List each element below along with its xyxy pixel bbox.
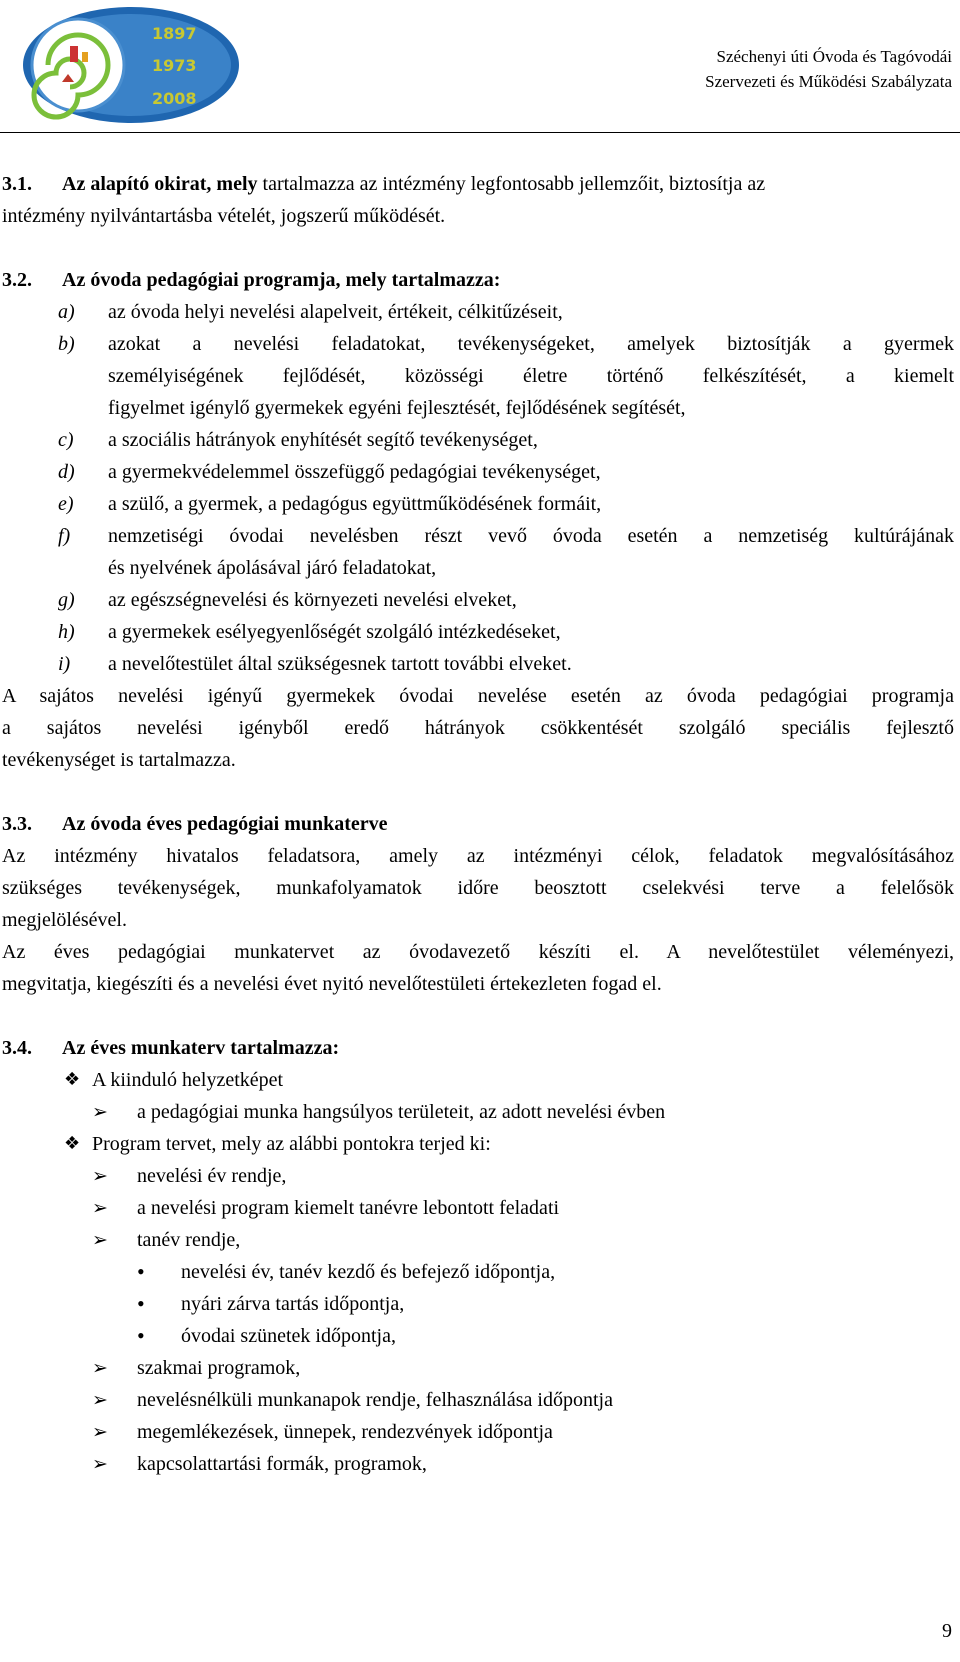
list-item: f) nemzetiségi óvodai nevelésben részt vevő óvoda esetén a nemzetiség kultúrájának [58, 525, 954, 547]
list-item: ❖ A kiinduló helyzetképet [0, 1064, 960, 1096]
list-item: ➢ a nevelési program kiemelt tanévre lebontott feladati [0, 1192, 960, 1224]
section-number: 3.4. [2, 1037, 32, 1059]
kindergarten-logo [20, 4, 242, 126]
section-3-1-text: tartalmazza az intézmény legfontosabb jellemzőit, biztosítja az [257, 173, 766, 195]
list-item: ➢ kapcsolattartási formák, programok, [0, 1448, 960, 1480]
list-item: c) a szociális hátrányok enyhítését segítő tevékenységet, [58, 429, 538, 451]
paragraph-line: A sajátos nevelési igényű gyermekek óvodai nevelése esetén az óvoda pedagógiai programja [2, 685, 954, 707]
logo-year-2: 1973 [152, 56, 197, 75]
list-item: a) az óvoda helyi nevelési alapelveit, értékeit, célkitűzéseit, [58, 301, 563, 323]
section-title: Az óvoda éves pedagógiai munkaterve [62, 813, 388, 835]
page-header [0, 0, 960, 132]
section-title: Az éves munkaterv tartalmazza: [62, 1037, 340, 1059]
header-title [705, 44, 952, 94]
section-number: 3.1. [2, 173, 32, 195]
paragraph-line: megjelölésével. [2, 909, 127, 931]
diamond-bullet-icon: ❖ [64, 1133, 81, 1154]
list-item: ➢ nevelési év rendje, [0, 1160, 960, 1192]
dot-bullet-icon: • [137, 1291, 145, 1316]
header-divider [0, 132, 960, 133]
arrow-bullet-icon: ➢ [92, 1197, 108, 1219]
dot-bullet-icon: • [137, 1259, 145, 1284]
list-item: d) a gyermekvédelemmel összefüggő pedagógiai tevékenységet, [58, 461, 601, 483]
logo-year-3: 2008 [152, 89, 197, 108]
section-number: 3.2. [2, 269, 32, 291]
list-item: g) az egészségnevelési és környezeti nevelési elveket, [58, 589, 517, 611]
header-title-line1: Széchenyi úti Óvoda és Tagóvodái [716, 47, 952, 66]
paragraph-line: Az éves pedagógiai munkatervet az óvodavezető készíti el. A nevelőtestület véleményezi, [2, 941, 954, 963]
list-item: ➢ megemlékezések, ünnepek, rendezvények időpontja [0, 1416, 960, 1448]
paragraph-line: megvitatja, kiegészíti és a nevelési évet nyitó nevelőtestületi értekezleten fogad el. [2, 973, 662, 995]
list-item: • óvodai szünetek időpontja, [0, 1320, 960, 1352]
list-item: ❖ Program tervet, mely az alábbi pontokra terjed ki: [0, 1128, 960, 1160]
arrow-bullet-icon: ➢ [92, 1165, 108, 1187]
list-item: ➢ nevelésnélküli munkanapok rendje, felhasználása időpontja [0, 1384, 960, 1416]
paragraph-line: tevékenységet is tartalmazza. [2, 749, 236, 771]
dot-bullet-icon: • [137, 1323, 145, 1348]
section-3-1-line2: intézmény nyilvántartásba vételét, jogszerű működését. [2, 205, 446, 227]
page-number: 9 [942, 1620, 952, 1642]
list-item: e) a szülő, a gyermek, a pedagógus együttműködésének formáit, [58, 493, 602, 515]
arrow-bullet-icon: ➢ [92, 1389, 108, 1411]
header-title-line2: Szervezeti és Működési Szabályzata [705, 72, 952, 91]
paragraph-line: szükséges tevékenységek, munkafolyamatok időre beosztott cselekvési terve a felelősök [2, 877, 954, 899]
list-item: ➢ tanév rendje, [0, 1224, 960, 1256]
paragraph-line: Az intézmény hivatalos feladatsora, amely az intézményi célok, feladatok megvalósításához [2, 845, 954, 867]
section-3-1-line1 [0, 168, 960, 200]
logo-year-1: 1897 [152, 24, 197, 43]
arrow-bullet-icon: ➢ [92, 1453, 108, 1475]
arrow-bullet-icon: ➢ [92, 1357, 108, 1379]
list-item: i) a nevelőtestület által szükségesnek tartott további elveket. [58, 653, 572, 675]
list-item: • nyári zárva tartás időpontja, [0, 1288, 960, 1320]
paragraph-line: a sajátos nevelési igényből eredő hátrányok csökkentését szolgáló speciális fejlesztő [2, 717, 954, 739]
list-item: ➢ szakmai programok, [0, 1352, 960, 1384]
list-item: ➢ a pedagógiai munka hangsúlyos területeit, az adott nevelési évben [0, 1096, 960, 1128]
list-item: h) a gyermekek esélyegyenlőségét szolgáló intézkedéseket, [58, 621, 561, 643]
section-number: 3.3. [2, 813, 32, 835]
section-3-3-heading [0, 808, 960, 840]
arrow-bullet-icon: ➢ [92, 1229, 108, 1251]
list-item: • nevelési év, tanév kezdő és befejező időpontja, [0, 1256, 960, 1288]
section-3-2-heading [0, 264, 960, 296]
arrow-bullet-icon: ➢ [92, 1421, 108, 1443]
document-body: 3.1. Az alapító okirat, mely tartalmazza az intézmény legfontosabb jellemzőit, biztosítja az intézmény nyilvántartásba vételét, jogszerű működését. 3.2. Az óvoda pedagógiai programja, mely tartalmazza: a) az óvoda helyi nevelési alapelveit, értékeit, célkitűzéseit, b) azokat a nevelési feladatokat, tevékenységeket, amelyek biztosítják a gyermek személyiségének fejlődését, közösségi életre történő felkészítését, a kiemelt figyelmet igénylő gyermekek egyéni fejlesztését, fejlődésének segítését, c) a szociális hátrányok enyhítését segítő tevékenységet, d) a gyermekvédelemmel összefüggő pedagógiai tevékenységet, e) a szülő, a gyermek, a pedagógus együttműködésének formáit, f) nemzetiségi óvodai nevelésben részt vevő óvoda esetén a nemzetiség kultúrájának és nyelvének ápolásával járó feladatokat, g) az egészségnevelési és környezeti nevelési elveket, h) a gyermekek esélyegyenlőségét szolgáló intézkedéseket, i) a nevelőtestület által szükségesnek tartott további elveket. A sajátos nevelési igényű gyermekek óvodai nevelése esetén az óvoda pedagógiai programja a sajátos nevelési igényből eredő hátrányok csökkentését szolgáló speciális fejlesztő tevékenységet is tartalmazza. 3.3. Az óvoda éves pedagógiai munkaterve Az intézmény hivatalos feladatsora, amely az intézményi célok, feladatok megvalósításához szükséges tevékenységek, munkafolyamatok időre beosztott cselekvési terve a felelősök megjelölésével. Az éves pedagógiai munkatervet az óvodavezető készíti el. A nevelőtestület véleményezi, megvitatja, kiegészíti és a nevelési évet nyitó nevelőtestületi értekezleten fogad el. 3.4. Az éves munkaterv tartalmazza: ❖ A kiinduló helyzetképet ➢ a pedagógiai munka hangsúlyos területeit, az adott nevelési évben ❖ Program tervet, mely az alábbi pontokra terjed ki: ➢ nevelési év rendje, ➢ a nevelési program kiemelt tanévre lebontott feladati ➢ tanév rendje, • nevelési év, tanév kezdő és befejező időpontja, • nyári zárva tartás időpontja, • óvodai szünetek időpontja, ➢ szakmai programok, ➢ nevelésnélküli munkanapok rendje, felhasználása időpontja ➢ megemlékezések, ünnepek, rendezvények időpontja ➢ kapcsolattartási formák, programok, [0, 168, 960, 1480]
section-3-4-heading [0, 1032, 960, 1064]
section-3-1-bold: Az alapító okirat, mely [62, 173, 258, 195]
list-item: b) azokat a nevelési feladatokat, tevékenységeket, amelyek biztosítják a gyermek [58, 333, 954, 355]
section-title: Az óvoda pedagógiai programja, mely tartalmazza: [62, 269, 501, 291]
diamond-bullet-icon: ❖ [64, 1069, 81, 1090]
arrow-bullet-icon: ➢ [92, 1101, 108, 1123]
